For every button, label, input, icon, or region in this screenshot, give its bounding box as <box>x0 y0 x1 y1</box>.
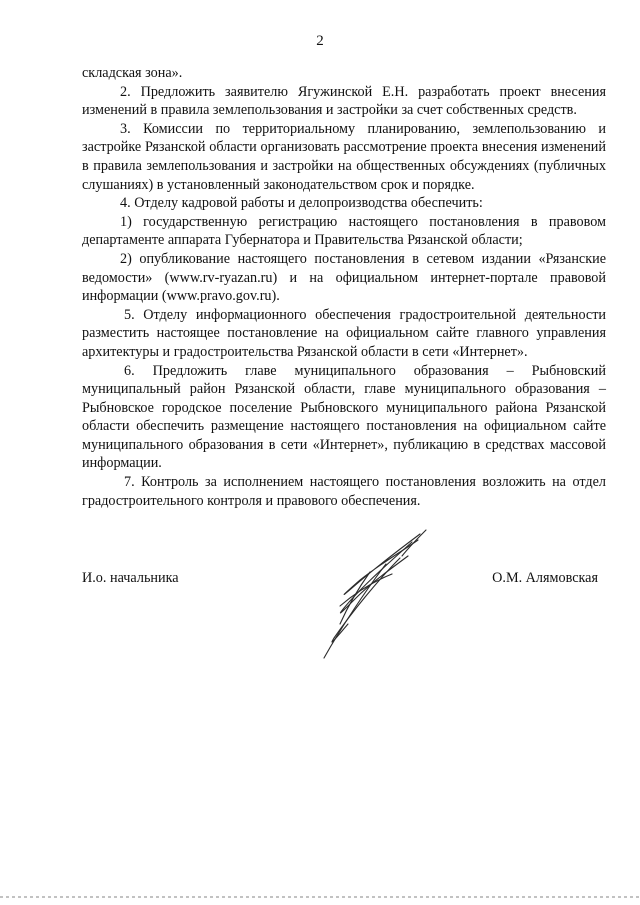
paragraph-subitem-1: 1) государственную регистрацию настоящего постановления в правовом департаменте аппарата Губернатора и Правительства Рязанской области; <box>82 213 606 249</box>
signatory-position: И.о. начальника <box>82 570 179 586</box>
paragraph-item-5: 5. Отделу информационного обеспечения градостроительной деятельности разместить настоящее постановление на официальном сайте главного управления архитектуры и градостроительства Рязанской области в сети «Интернет». <box>82 306 606 360</box>
paragraph-item-4: 4. Отделу кадровой работы и делопроизводства обеспечить: <box>120 195 483 212</box>
paragraph-item-3: 3. Комиссии по территориальному планированию, землепользованию и застройке Рязанской области организовать рассмотрение проекта внесения изменений в правила землепользования и застройки на общественных обсуждениях (публичных слушаниях) в установленный законодательством срок и порядке. <box>82 120 606 193</box>
signatory-name: О.М. Алямовская <box>492 570 598 586</box>
document-body <box>82 64 606 510</box>
paragraph-item-7: 7. Контроль за исполнением настоящего постановления возложить на отдел градостроительного контроля и правового обеспечения. <box>82 474 606 509</box>
scan-edge-divider <box>0 896 640 898</box>
handwritten-signature-icon <box>300 528 450 668</box>
paragraph-item-6: 6. Предложить главе муниципального образования – Рыбновский муниципальный район Рязанской области, главе муниципального образования – Рыбновское городское поселение Рыбновского муниципального района Рязанской области обеспечить размещение настоящего постановления на официальном сайте муниципального образования в сети «Интернет», публикацию в средствах массовой информации. <box>82 362 606 472</box>
paragraph-continuation: складская зона». <box>82 65 183 81</box>
paragraph-item-2: 2. Предложить заявителю Ягужинской Е.Н. разработать проект внесения изменений в правила землепользования и застройки за счет собственных средств. <box>82 83 606 119</box>
page-number: 2 <box>316 33 324 49</box>
paragraph-subitem-2: 2) опубликование настоящего постановления в сетевом издании «Рязанские ведомости» (www.rv-ryazan.ru) и на официальном интернет-портале правовой информации (www.pravo.gov.ru). <box>82 250 606 305</box>
